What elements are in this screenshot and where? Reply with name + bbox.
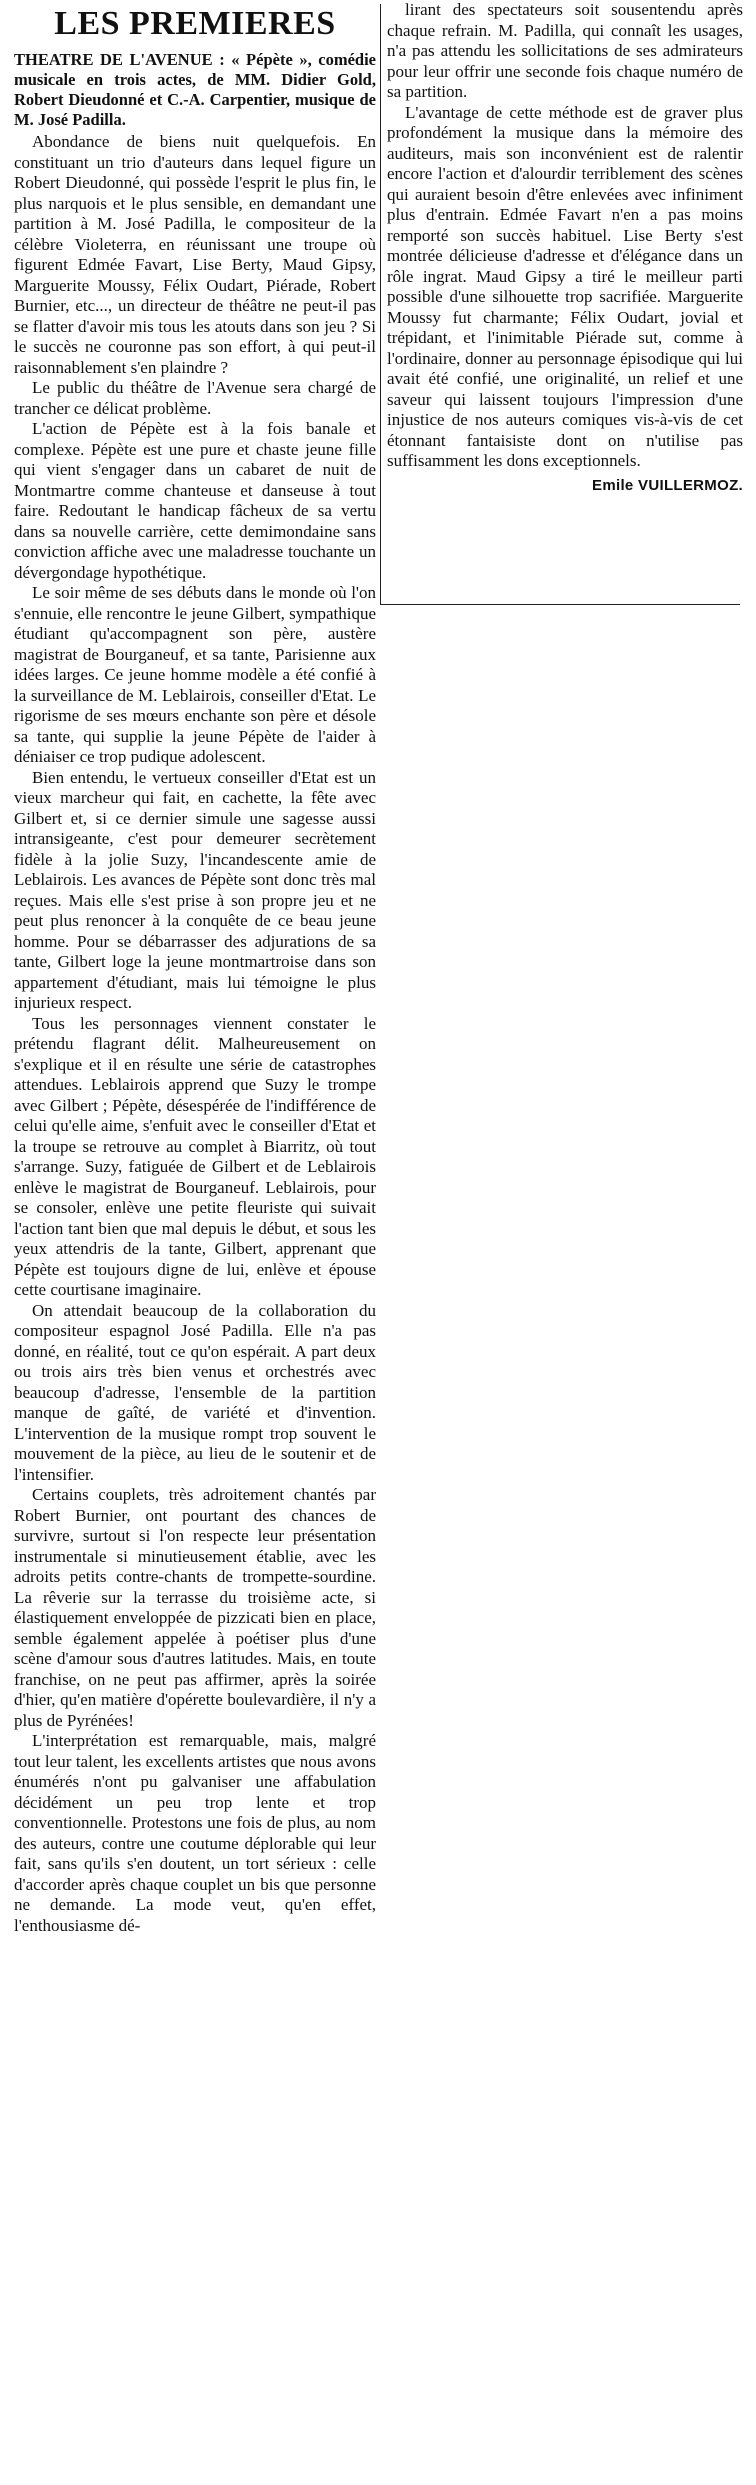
author-signature: Emile VUILLERMOZ. [592, 476, 743, 494]
article-paragraph: Abondance de biens nuit quelquefois. En constituant un trio d'auteurs dans lequel figure un Robert Dieudonné, qui possède l'esprit le plus fin, le plus narquois et le plus sensible, en demandant une partition à M. José Padilla, le compositeur de la célèbre Violeterra, en réunissant une troupe où figurent Edmée Favart, Lise Berty, Maud Gipsy, Marguerite Moussy, Félix Oudart, Piérade, Robert Burnier, etc..., un directeur de théâtre ne peut-il pas se flatter d'avoir mis tous les atouts dans son jeu ? Si le succès ne couronne pas son effort, à qui peut-il raisonnablement s'en plaindre ? [14, 132, 376, 377]
left-column [14, 0, 376, 1936]
article-paragraph: Le public du théâtre de l'Avenue sera chargé de trancher ce délicat problème. [14, 378, 376, 418]
article-paragraph: Bien entendu, le vertueux conseiller d'Etat est un vieux marcheur qui fait, en cachette, la fête avec Gilbert et, si ce dernier simule une sagesse aussi intransigeante, c'est pour demeurer secrètement fidèle à la jolie Suzy, l'incandescente amie de Leblairois. Les avances de Pépète sont donc très mal reçues. Mais elle s'est prise à son propre jeu et ne peut plus renoncer à la conquête de ce beau jeune homme. Pour se débarrasser des adjurations de sa tante, Gilbert loge la jeune montmartroise dans son appartement d'étudiant, mais lui témoigne le plus injurieux respect. [14, 767, 376, 1012]
right-column [387, 0, 743, 496]
article-paragraph: L'interprétation est remarquable, mais, malgré tout leur talent, les excellents artistes que nous avons énumérés n'ont pu galvaniser une affabulation décidément un peu trop lente et trop conventionnelle. Protestons une fois de plus, au nom des auteurs, contre une coutume déplorable qui leur fait, sans qu'ils s'en doutent, un tort sérieux : celle d'accorder après chaque couplet un bis que personne ne demande. La mode veut, qu'en effet, l'enthousiasme dé- [14, 1731, 376, 1935]
article-paragraph: lirant des spectateurs soit sousentendu après chaque refrain. M. Padilla, qui connaît les usages, n'a pas attendu les sollicitations de ses admirateurs pour leur offrir une seconde fois chaque numéro de sa partition. [387, 0, 743, 101]
article-paragraph: Le soir même de ses débuts dans le monde où l'on s'ennuie, elle rencontre le jeune Gilbert, sympathique étudiant qu'accompagnent son père, austère magistrat de Bourganeuf, et sa tante, Parisienne aux idées larges. Ce jeune homme modèle a été confié à la surveillance de M. Leblairois, conseiller d'Etat. Le rigorisme de ses mœurs enchante son père et désole sa tante, qui supplie la jeune Pépète de l'aider à déniaiser ce trop pudique adolescent. [14, 583, 376, 766]
article-headline: THEATRE DE L'AVENUE : « Pépète », comédie musicale en trois actes, de MM. Didier Gold, Robert Dieudonné et C.-A. Carpentier, musique de M. José Padilla. [14, 50, 376, 129]
page-title: LES PREMIERES [54, 5, 336, 42]
article-paragraph: L'action de Pépète est à la fois banale et complexe. Pépète est une pure et chaste jeune fille qui vient s'engager dans un cabaret de nuit de Montmartre comme chanteuse et danseuse à tout faire. Redoutant le handicap fâcheux de sa vertu dans sa nouvelle carrière, cette demimondaine sans conviction affiche avec une maladresse touchante un dévergondage hypothétique. [14, 419, 376, 582]
column-divider [380, 4, 381, 604]
article-paragraph: L'avantage de cette méthode est de graver plus profondément la musique dans la mémoire des auditeurs, mais son inconvénient est de ralentir encore l'action et d'alourdir terriblement des scènes qui auraient besoin d'être enlevées avec infiniment plus d'entrain. Edmée Favart n'en a pas moins remporté son succès habituel. Lise Berty s'est montrée délicieuse d'adresse et d'élégance dans un rôle ingrat. Maud Gipsy a tiré le meilleur parti possible d'une silhouette trop sacrifiée. Marguerite Moussy fut charmante; Félix Oudart, jovial et trépidant, et l'inimitable Piérade sut, comme à l'ordinaire, donner au personnage épisodique qui lui avait été confié, une originalité, un relief et une saveur qui laissent toujours l'impression d'une injustice de nos auteurs comiques vis-à-vis de cet étonnant fantaisiste dont on n'utilise pas suffisamment les dons exceptionnels. [387, 102, 743, 470]
left-column-body [14, 132, 376, 1936]
article-paragraph: Tous les personnages viennent constater le prétendu flagrant délit. Malheureusement on s'explique et il en résulte une série de catastrophes attendues. Leblairois apprend que Suzy le trompe avec Gilbert ; Pépète, désespérée de l'indifférence de celui qu'elle aime, s'enfuit avec le conseiller d'Etat et la troupe se retrouve au complet à Biarritz, où tout s'arrange. Suzy, fatiguée de Gilbert et de Leblairois enlève le magistrat de Bourganeuf. Leblairois, pour se consoler, enlève une petite fleuriste qui suivait l'action tant bien que mal depuis le début, et sous les yeux attendris de la tante, Gilbert, apprenant que Pépète est toujours digne de lui, enlève et épouse cette courtisane imaginaire. [14, 1013, 376, 1299]
article-end-rule [380, 604, 740, 605]
right-column-body [387, 0, 743, 472]
article-paragraph: On attendait beaucoup de la collaboration du compositeur espagnol José Padilla. Elle n'a pas donné, en réalité, tout ce qu'on espérait. A part deux ou trois airs très bien venus et orchestrés avec beaucoup d'adresse, l'ensemble de la partition manque de gaîté, de variété et d'invention. L'intervention de la musique rompt trop souvent le mouvement de la pièce, au lieu de le soutenir et de l'intensifier. [14, 1300, 376, 1484]
article-paragraph: Certains couplets, très adroitement chantés par Robert Burnier, ont pourtant des chances de survivre, surtout si l'on respecte leur présentation instrumentale si minutieusement établie, avec les adroits petits contre-chants de trompette-sourdine. La rêverie sur la terrasse du troisième acte, si élastiquement enveloppée de pizzicati bien en place, semble également appelée à poétiser plus d'une scène d'amour sous d'autres latitudes. Mais, en toute franchise, on ne peut pas affirmer, après la soirée d'hier, qu'en matière d'opérette boulevardière, il n'y a plus de Pyrénées! [14, 1485, 376, 1730]
